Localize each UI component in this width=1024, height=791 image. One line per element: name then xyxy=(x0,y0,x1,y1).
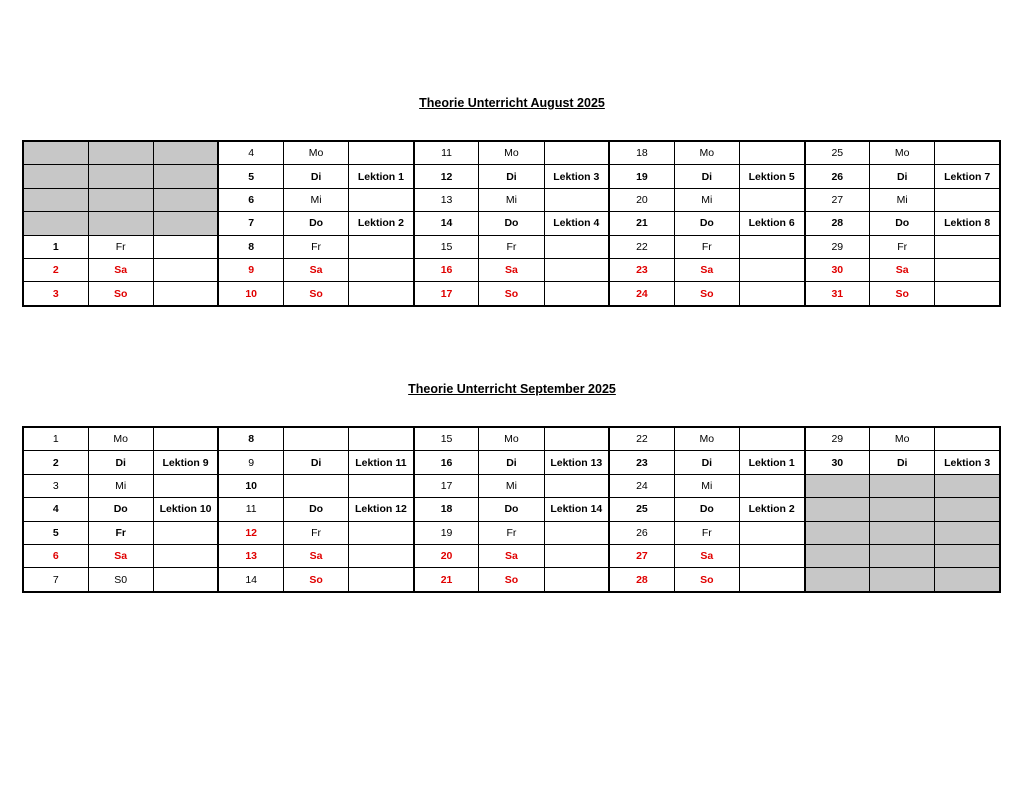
calendar-cell: Di xyxy=(674,165,739,188)
calendar-cell xyxy=(544,544,609,567)
calendar-cell: 6 xyxy=(23,544,88,567)
calendar-cell: Lektion 11 xyxy=(349,451,414,474)
calendar-cell: Mo xyxy=(674,141,739,165)
calendar-cell: Di xyxy=(674,451,739,474)
calendar-cell: 11 xyxy=(414,141,479,165)
calendar-cell: Do xyxy=(870,212,935,235)
calendar-cell: Di xyxy=(870,165,935,188)
calendar-cell: Lektion 12 xyxy=(349,498,414,521)
calendar-cell: So xyxy=(284,282,349,306)
calendar-cell xyxy=(544,474,609,497)
calendar-cell: 30 xyxy=(805,451,870,474)
calendar-cell: 17 xyxy=(414,282,479,306)
table-row xyxy=(23,258,1000,281)
calendar-cell: 18 xyxy=(609,141,674,165)
calendar-cell: 28 xyxy=(609,568,674,592)
table-row xyxy=(23,474,1000,497)
calendar-cell: 25 xyxy=(609,498,674,521)
calendar-cell: Fr xyxy=(88,235,153,258)
calendar-cell xyxy=(739,568,804,592)
calendar-cell: Lektion 9 xyxy=(153,451,218,474)
calendar-cell xyxy=(739,188,804,211)
calendar-cell xyxy=(739,235,804,258)
calendar-cell: Sa xyxy=(674,258,739,281)
table-row xyxy=(23,141,1000,165)
calendar-cell: S0 xyxy=(88,568,153,592)
calendar-cell: 10 xyxy=(218,282,283,306)
calendar-cell: Mo xyxy=(479,141,544,165)
calendar-cell: Lektion 3 xyxy=(544,165,609,188)
calendar-cell: 15 xyxy=(414,235,479,258)
calendar-cell: 26 xyxy=(609,521,674,544)
calendar-cell: 30 xyxy=(805,258,870,281)
table-row xyxy=(23,282,1000,306)
calendar-cell: 24 xyxy=(609,474,674,497)
calendar-cell: 21 xyxy=(414,568,479,592)
empty-day-cell xyxy=(935,474,1000,497)
empty-day-cell xyxy=(805,544,870,567)
calendar-cell: Lektion 1 xyxy=(739,451,804,474)
table-row xyxy=(23,544,1000,567)
calendar-cell: 13 xyxy=(218,544,283,567)
calendar-cell: Sa xyxy=(88,544,153,567)
august-title: Theorie Unterricht August 2025 xyxy=(419,96,605,110)
calendar-cell: Mi xyxy=(674,188,739,211)
calendar-cell xyxy=(349,474,414,497)
empty-day-cell xyxy=(23,188,88,211)
calendar-cell xyxy=(935,427,1000,451)
calendar-cell: 9 xyxy=(218,451,283,474)
calendar-cell: 14 xyxy=(218,568,283,592)
calendar-cell xyxy=(349,568,414,592)
calendar-cell: Mo xyxy=(870,427,935,451)
calendar-cell: Lektion 13 xyxy=(544,451,609,474)
calendar-cell: 20 xyxy=(609,188,674,211)
calendar-cell: 5 xyxy=(218,165,283,188)
calendar-cell: Sa xyxy=(284,544,349,567)
calendar-cell: So xyxy=(479,568,544,592)
calendar-cell xyxy=(544,141,609,165)
empty-day-cell xyxy=(870,568,935,592)
calendar-cell: 20 xyxy=(414,544,479,567)
calendar-cell: Di xyxy=(284,165,349,188)
calendar-cell: So xyxy=(284,568,349,592)
calendar-cell: Fr xyxy=(870,235,935,258)
empty-day-cell xyxy=(88,141,153,165)
calendar-cell xyxy=(153,427,218,451)
calendar-cell: 25 xyxy=(805,141,870,165)
calendar-cell: 12 xyxy=(218,521,283,544)
calendar-cell: Di xyxy=(479,165,544,188)
calendar-cell: 21 xyxy=(609,212,674,235)
calendar-cell xyxy=(544,521,609,544)
calendar-cell xyxy=(544,427,609,451)
calendar-cell: Mo xyxy=(479,427,544,451)
calendar-cell: Fr xyxy=(88,521,153,544)
empty-day-cell xyxy=(153,141,218,165)
calendar-cell xyxy=(544,235,609,258)
calendar-cell: 26 xyxy=(805,165,870,188)
calendar-cell: Lektion 6 xyxy=(739,212,804,235)
calendar-cell: Mi xyxy=(479,474,544,497)
empty-day-cell xyxy=(935,498,1000,521)
calendar-cell xyxy=(544,282,609,306)
calendar-cell xyxy=(153,282,218,306)
calendar-cell: 15 xyxy=(414,427,479,451)
calendar-cell xyxy=(349,544,414,567)
calendar-cell xyxy=(544,568,609,592)
calendar-cell xyxy=(739,141,804,165)
calendar-cell: 7 xyxy=(218,212,283,235)
empty-day-cell xyxy=(870,498,935,521)
table-row xyxy=(23,498,1000,521)
table-row xyxy=(23,212,1000,235)
calendar-cell: Mo xyxy=(870,141,935,165)
calendar-cell xyxy=(349,141,414,165)
empty-day-cell xyxy=(935,568,1000,592)
calendar-cell: Sa xyxy=(479,544,544,567)
calendar-cell xyxy=(544,188,609,211)
calendar-cell xyxy=(739,474,804,497)
calendar-cell xyxy=(153,521,218,544)
calendar-cell: 1 xyxy=(23,235,88,258)
calendar-cell: Lektion 7 xyxy=(935,165,1000,188)
calendar-cell: 1 xyxy=(23,427,88,451)
calendar-cell: 3 xyxy=(23,474,88,497)
table-row xyxy=(23,521,1000,544)
calendar-cell: Lektion 4 xyxy=(544,212,609,235)
calendar-cell: Fr xyxy=(479,235,544,258)
table-row xyxy=(23,188,1000,211)
calendar-cell: Do xyxy=(479,212,544,235)
calendar-cell: 29 xyxy=(805,427,870,451)
calendar-cell: 9 xyxy=(218,258,283,281)
calendar-cell: Mi xyxy=(88,474,153,497)
calendar-cell: So xyxy=(870,282,935,306)
calendar-cell xyxy=(153,258,218,281)
calendar-cell: 16 xyxy=(414,451,479,474)
calendar-cell: 22 xyxy=(609,427,674,451)
calendar-cell xyxy=(153,544,218,567)
calendar-cell: Mo xyxy=(88,427,153,451)
empty-day-cell xyxy=(23,141,88,165)
calendar-cell xyxy=(935,141,1000,165)
calendar-cell xyxy=(153,568,218,592)
calendar-cell xyxy=(739,427,804,451)
empty-day-cell xyxy=(805,498,870,521)
september-calendar-table xyxy=(22,426,1001,593)
calendar-cell xyxy=(153,474,218,497)
calendar-cell xyxy=(349,188,414,211)
calendar-cell xyxy=(935,282,1000,306)
calendar-cell xyxy=(284,427,349,451)
calendar-cell: 12 xyxy=(414,165,479,188)
calendar-cell: 6 xyxy=(218,188,283,211)
table-row xyxy=(23,451,1000,474)
calendar-cell: So xyxy=(674,282,739,306)
calendar-cell: 11 xyxy=(218,498,283,521)
calendar-cell: Di xyxy=(88,451,153,474)
calendar-cell xyxy=(544,258,609,281)
empty-day-cell xyxy=(88,165,153,188)
calendar-cell: Do xyxy=(284,498,349,521)
calendar-cell: Mi xyxy=(870,188,935,211)
calendar-cell: 10 xyxy=(218,474,283,497)
calendar-cell: Lektion 5 xyxy=(739,165,804,188)
calendar-cell xyxy=(349,521,414,544)
calendar-cell: 23 xyxy=(609,258,674,281)
empty-day-cell xyxy=(805,521,870,544)
empty-day-cell xyxy=(870,544,935,567)
calendar-cell: 8 xyxy=(218,427,283,451)
empty-day-cell xyxy=(88,212,153,235)
calendar-cell: Fr xyxy=(674,521,739,544)
empty-day-cell xyxy=(870,521,935,544)
calendar-cell: Mo xyxy=(674,427,739,451)
calendar-cell: 19 xyxy=(414,521,479,544)
empty-day-cell xyxy=(23,212,88,235)
calendar-cell: 31 xyxy=(805,282,870,306)
september-title: Theorie Unterricht September 2025 xyxy=(408,382,616,396)
calendar-cell: Sa xyxy=(479,258,544,281)
calendar-cell: Do xyxy=(284,212,349,235)
empty-day-cell xyxy=(153,165,218,188)
calendar-cell: 2 xyxy=(23,258,88,281)
calendar-cell: Do xyxy=(674,498,739,521)
calendar-cell: Mi xyxy=(479,188,544,211)
calendar-cell: Lektion 2 xyxy=(349,212,414,235)
calendar-cell: 7 xyxy=(23,568,88,592)
calendar-cell xyxy=(349,235,414,258)
calendar-cell xyxy=(349,427,414,451)
calendar-cell: Sa xyxy=(870,258,935,281)
table-row xyxy=(23,165,1000,188)
calendar-cell xyxy=(935,235,1000,258)
calendar-cell: Mi xyxy=(284,188,349,211)
calendar-cell: Di xyxy=(284,451,349,474)
calendar-cell: Do xyxy=(674,212,739,235)
calendar-cell: 18 xyxy=(414,498,479,521)
calendar-cell: 4 xyxy=(23,498,88,521)
table-row xyxy=(23,568,1000,592)
calendar-cell: 28 xyxy=(805,212,870,235)
empty-day-cell xyxy=(88,188,153,211)
calendar-cell: Do xyxy=(479,498,544,521)
calendar-cell xyxy=(739,282,804,306)
calendar-cell: Lektion 14 xyxy=(544,498,609,521)
calendar-cell: Fr xyxy=(674,235,739,258)
calendar-cell: 16 xyxy=(414,258,479,281)
calendar-cell: Lektion 3 xyxy=(935,451,1000,474)
calendar-cell: Fr xyxy=(479,521,544,544)
empty-day-cell xyxy=(805,568,870,592)
calendar-cell: Sa xyxy=(674,544,739,567)
empty-day-cell xyxy=(935,521,1000,544)
calendar-cell xyxy=(739,258,804,281)
calendar-cell: 4 xyxy=(218,141,283,165)
calendar-cell xyxy=(349,258,414,281)
calendar-cell: 22 xyxy=(609,235,674,258)
empty-day-cell xyxy=(23,165,88,188)
calendar-cell: So xyxy=(88,282,153,306)
calendar-cell: 27 xyxy=(805,188,870,211)
calendar-cell: Do xyxy=(88,498,153,521)
august-calendar-table xyxy=(22,140,1001,307)
calendar-cell: Lektion 8 xyxy=(935,212,1000,235)
calendar-cell: 19 xyxy=(609,165,674,188)
calendar-cell: Lektion 1 xyxy=(349,165,414,188)
calendar-cell xyxy=(739,521,804,544)
calendar-cell: 17 xyxy=(414,474,479,497)
calendar-cell: Fr xyxy=(284,521,349,544)
calendar-cell xyxy=(153,235,218,258)
table-row xyxy=(23,427,1000,451)
calendar-cell: 23 xyxy=(609,451,674,474)
empty-day-cell xyxy=(870,474,935,497)
calendar-cell xyxy=(349,282,414,306)
calendar-cell: Di xyxy=(479,451,544,474)
calendar-cell: 14 xyxy=(414,212,479,235)
calendar-cell: Lektion 10 xyxy=(153,498,218,521)
empty-day-cell xyxy=(805,474,870,497)
calendar-cell xyxy=(935,188,1000,211)
empty-day-cell xyxy=(153,188,218,211)
calendar-cell xyxy=(935,258,1000,281)
calendar-cell: 24 xyxy=(609,282,674,306)
calendar-cell: Sa xyxy=(284,258,349,281)
calendar-cell: Di xyxy=(870,451,935,474)
table-row xyxy=(23,235,1000,258)
calendar-cell: Mo xyxy=(284,141,349,165)
calendar-cell: Sa xyxy=(88,258,153,281)
calendar-cell: Fr xyxy=(284,235,349,258)
empty-day-cell xyxy=(153,212,218,235)
calendar-cell xyxy=(284,474,349,497)
calendar-cell: Lektion 2 xyxy=(739,498,804,521)
calendar-cell: So xyxy=(674,568,739,592)
calendar-cell: 8 xyxy=(218,235,283,258)
calendar-cell: So xyxy=(479,282,544,306)
calendar-cell xyxy=(739,544,804,567)
calendar-cell: Mi xyxy=(674,474,739,497)
calendar-cell: 29 xyxy=(805,235,870,258)
calendar-cell: 13 xyxy=(414,188,479,211)
calendar-cell: 5 xyxy=(23,521,88,544)
calendar-cell: 27 xyxy=(609,544,674,567)
empty-day-cell xyxy=(935,544,1000,567)
calendar-cell: 3 xyxy=(23,282,88,306)
calendar-cell: 2 xyxy=(23,451,88,474)
